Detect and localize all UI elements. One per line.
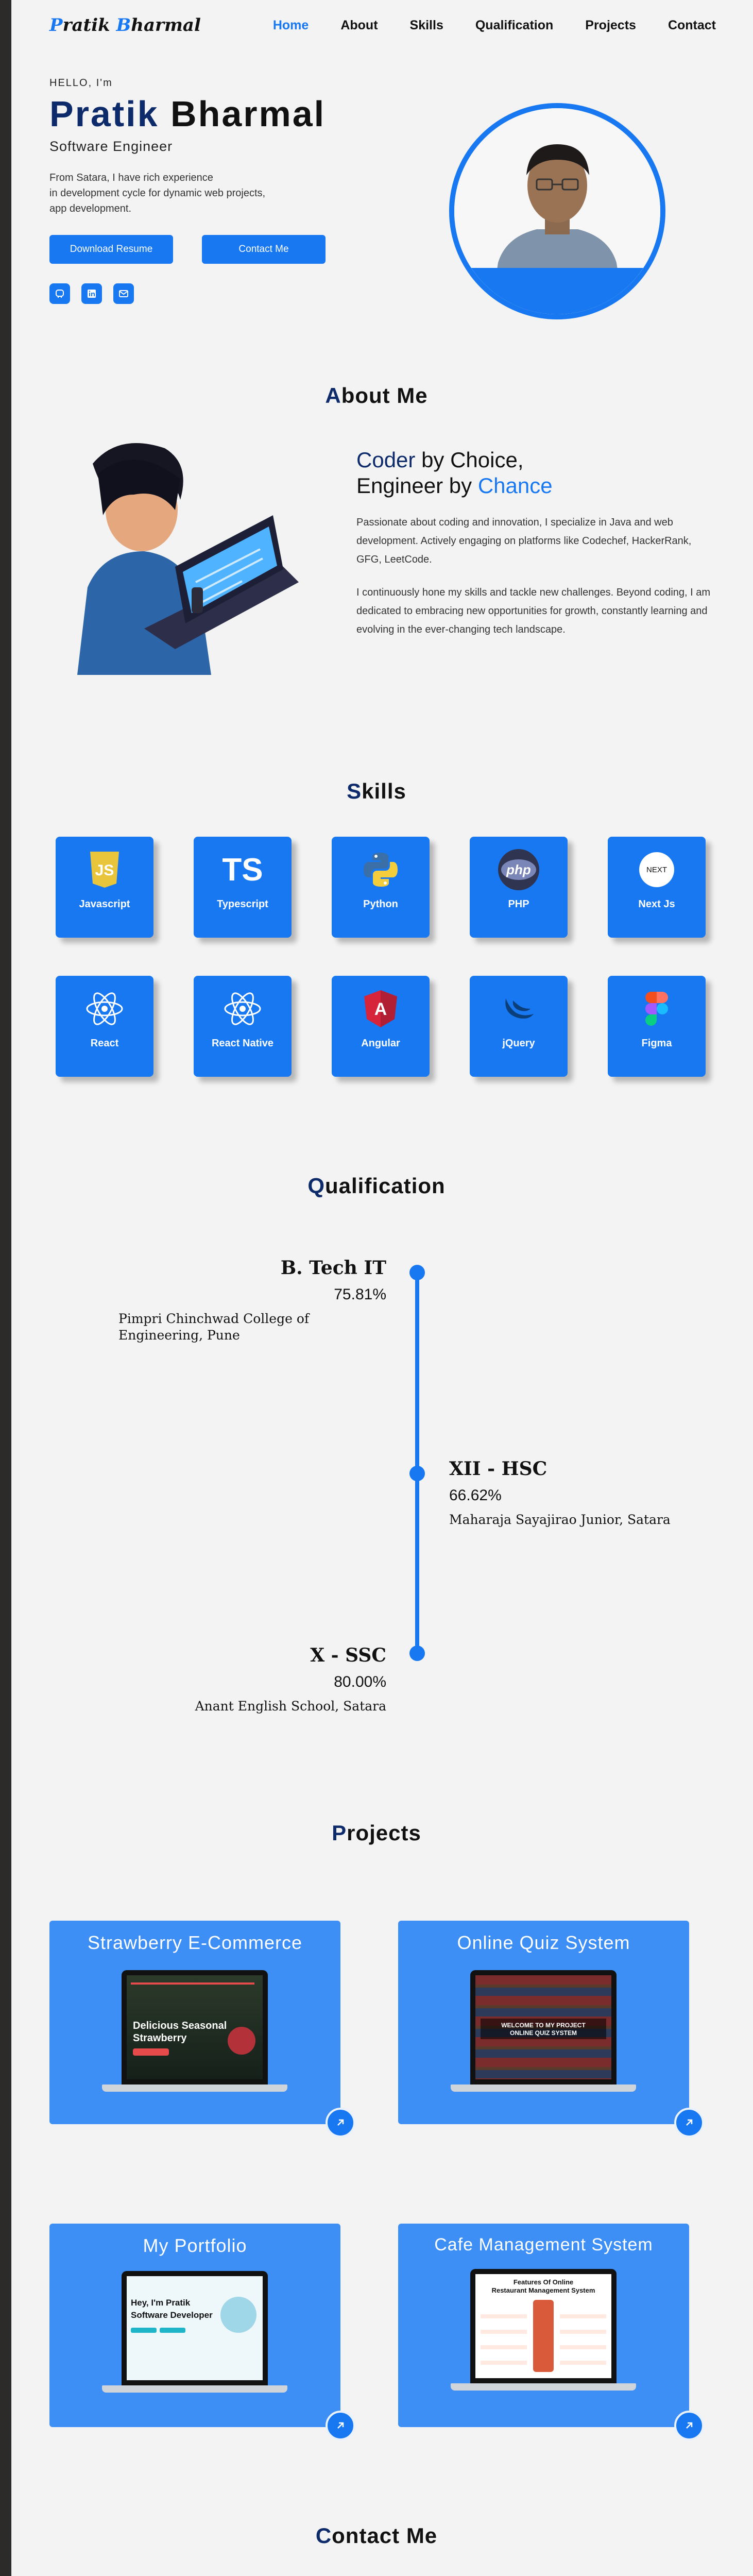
about-title-initial: A: [325, 383, 341, 408]
screen-headline: [481, 2019, 606, 2039]
hero-first-name: Pratik: [49, 94, 159, 134]
arrow-up-right-icon[interactable]: [674, 2411, 704, 2441]
typescript-icon-text: TS: [222, 852, 263, 888]
screen-content: [475, 1975, 611, 2079]
skills-title-initial: S: [347, 779, 362, 803]
photo-accent-band: [454, 268, 660, 314]
linkedin-icon[interactable]: [81, 283, 102, 304]
project-title: Strawberry E-Commerce: [87, 1932, 303, 1953]
skill-card: [56, 837, 153, 938]
hero-intro-line: in development cycle for dynamic web projects,: [49, 188, 266, 199]
hero-intro-line: app development.: [49, 203, 132, 214]
feature-list: [560, 2303, 606, 2365]
nav-home[interactable]: Home: [272, 18, 309, 32]
hero-name: [49, 93, 358, 134]
nextjs-icon-text: NEXT: [646, 866, 668, 874]
github-icon[interactable]: [49, 283, 70, 304]
logo-last-initial: B: [116, 15, 131, 36]
skill-card: [194, 976, 292, 1077]
about-text: [356, 447, 717, 639]
project-title: Cafe Management System: [434, 2235, 653, 2255]
hero-buttons: [49, 235, 358, 264]
qualification-item: [449, 1458, 707, 1528]
laptop-base: [102, 2084, 287, 2092]
hero-socials: [49, 283, 358, 304]
skills-title-rest: kills: [362, 779, 406, 803]
screen-content: [127, 1975, 263, 2079]
php-icon: [497, 848, 540, 891]
nextjs-icon: [635, 848, 678, 891]
screen-content: [475, 2274, 611, 2378]
skill-label: Figma: [641, 1038, 672, 1049]
hero: [49, 77, 358, 304]
laptop-screen: [122, 1970, 268, 2084]
screen-button: [133, 2048, 169, 2056]
nav-qualification[interactable]: Qualification: [475, 18, 554, 32]
screen-headline-line: ONLINE QUIZ SYSTEM: [509, 2029, 577, 2037]
qualification-title: XII - HSC: [449, 1458, 547, 1480]
laptop-mockup: [102, 1970, 287, 2099]
timeline-dot: [409, 1466, 425, 1481]
timeline-line: [415, 1268, 419, 1654]
about-paragraph: Passionate about coding and innovation, I specialize in Java and web development. Actively engaging on platforms like Codechef, HackerRank, GFG, LeetCode.: [356, 517, 692, 565]
skill-card: [194, 837, 292, 938]
about-title-rest: bout Me: [341, 383, 428, 408]
feature-list: [481, 2303, 527, 2365]
screen-headline: [475, 2278, 611, 2295]
skill-label: PHP: [508, 899, 529, 910]
profile-photo: [449, 103, 665, 319]
about-heading-word: by Choice,: [415, 448, 524, 472]
site-logo[interactable]: [49, 15, 201, 36]
screen-headline-line: Restaurant Management System: [491, 2286, 595, 2294]
avatar: [220, 2297, 256, 2333]
arrow-up-right-icon[interactable]: [674, 2108, 704, 2138]
screen-headline-line: Strawberry: [133, 2032, 187, 2044]
about-heading-line: [356, 447, 717, 473]
about-title: [0, 383, 753, 408]
screen-headline-line: Features Of Online: [513, 2278, 574, 2286]
qualification-title: B. Tech IT: [280, 1257, 386, 1279]
top-nav: [49, 12, 716, 38]
skill-card: [608, 837, 706, 938]
skill-card: [332, 837, 430, 938]
qualification-item: [118, 1645, 386, 1715]
logo-last-rest: harmal: [131, 15, 201, 36]
screen-headline-line: Hey, I'm Pratik: [131, 2298, 191, 2308]
nav-skills[interactable]: Skills: [409, 18, 443, 32]
angular-icon-text: A: [374, 999, 387, 1019]
contact-title: [0, 2523, 753, 2548]
screen-headline-line: Delicious Seasonal: [133, 2020, 227, 2031]
about-heading: [356, 447, 717, 499]
skills-title: [0, 779, 753, 804]
skill-card: [56, 976, 153, 1077]
hero-role: Software Engineer: [49, 139, 173, 154]
about-heading-line: [356, 473, 717, 499]
hero-intro: [49, 170, 317, 216]
skill-card: [332, 976, 430, 1077]
nav-about[interactable]: About: [340, 18, 378, 32]
qualification-title-initial: Q: [307, 1174, 325, 1198]
hero-hello: HELLO, I'm: [49, 77, 113, 89]
qualification-score: 66.62%: [449, 1487, 502, 1504]
strawberry-icon: [228, 2027, 255, 2055]
qualification-title: X - SSC: [310, 1645, 386, 1666]
laptop-base: [451, 2084, 636, 2092]
chef-figure: [533, 2300, 554, 2372]
skill-card: [470, 837, 568, 938]
projects-title-rest: rojects: [347, 1821, 421, 1845]
contact-title-initial: C: [315, 2523, 332, 2548]
project-card[interactable]: [398, 1921, 689, 2124]
screen-headline: [133, 2020, 227, 2044]
project-card[interactable]: [398, 2224, 689, 2427]
laptop-mockup: [102, 2271, 287, 2400]
projects-title: [0, 1821, 753, 1845]
react-native-icon: [221, 987, 264, 1030]
arrow-up-right-icon[interactable]: [326, 2108, 355, 2138]
about-paragraph: I continuously hone my skills and tackle new challenges. Beyond coding, I am dedicated to embracing new opportunities for growth, constantly learning and evolving in the ever-changing tech landscape.: [356, 587, 711, 635]
figma-icon: [635, 987, 678, 1030]
laptop-mockup: [451, 2269, 636, 2398]
qualification-title: [0, 1174, 753, 1198]
skill-label: Javascript: [79, 899, 130, 910]
typescript-icon: [221, 848, 264, 891]
qualification-school: Pimpri Chinchwad College of Engineering, Pune: [118, 1311, 310, 1343]
javascript-icon-text: JS: [95, 862, 114, 879]
screen-headline: [131, 2297, 213, 2321]
project-card[interactable]: [49, 2224, 340, 2427]
screen-headline-line: Software Developer: [131, 2310, 213, 2320]
project-title: Online Quiz System: [457, 1932, 630, 1953]
screen-headline-line: WELCOME TO MY PROJECT: [501, 2022, 586, 2029]
qualification-item: [118, 1257, 386, 1344]
skill-card: [608, 976, 706, 1077]
timeline-dot: [409, 1646, 425, 1661]
laptop-mockup: [451, 1970, 636, 2099]
skill-label: Angular: [361, 1038, 400, 1049]
about-heading-word: Chance: [477, 473, 553, 498]
download-resume-button[interactable]: Download Resume: [49, 235, 173, 264]
coder-illustration: [57, 433, 299, 675]
nav-projects[interactable]: Projects: [585, 18, 636, 32]
screen-button: [131, 2328, 157, 2333]
project-title: My Portfolio: [143, 2235, 247, 2256]
qualification-school: Anant English School, Satara: [195, 1699, 386, 1714]
javascript-icon: [83, 848, 126, 891]
nav-contact[interactable]: Contact: [668, 18, 716, 32]
skill-label: Typescript: [217, 899, 268, 910]
skill-label: Next Js: [638, 899, 675, 910]
arrow-up-right-icon[interactable]: [326, 2411, 355, 2441]
qualification-score: 75.81%: [334, 1286, 386, 1303]
qualification-title-rest: ualification: [324, 1174, 446, 1198]
skills-grid: [56, 837, 710, 1077]
laptop-base: [451, 2383, 636, 2391]
logo-first-rest: ratik: [62, 15, 116, 36]
contact-me-button[interactable]: Contact Me: [202, 235, 326, 264]
screen-content: [127, 2276, 263, 2380]
qualification-score: 80.00%: [334, 1673, 386, 1690]
laptop-screen: [470, 2269, 617, 2383]
nav-menu: [273, 18, 716, 33]
about-heading-word: Coder: [356, 448, 416, 472]
jquery-icon: [497, 987, 540, 1030]
skill-label: React: [90, 1038, 119, 1049]
screen-nav: [131, 1982, 254, 1985]
projects-title-initial: P: [332, 1821, 347, 1845]
python-icon: [359, 848, 402, 891]
angular-icon: [359, 987, 402, 1030]
skill-card: [470, 976, 568, 1077]
contact-title-rest: ontact Me: [332, 2523, 438, 2548]
laptop-screen: [122, 2271, 268, 2385]
skill-label: jQuery: [502, 1038, 535, 1049]
qualification-school: Maharaja Sayajirao Junior, Satara: [449, 1512, 671, 1527]
logo-first-initial: P: [49, 15, 63, 36]
hero-last-name: Bharmal: [170, 94, 326, 134]
mail-icon[interactable]: [113, 283, 134, 304]
about-heading-word: by: [443, 473, 478, 498]
php-icon-text: php: [506, 862, 531, 877]
laptop-base: [102, 2385, 287, 2393]
project-card[interactable]: [49, 1921, 340, 2124]
laptop-screen: [470, 1970, 617, 2084]
screen-button: [160, 2328, 185, 2333]
hero-intro-line: From Satara, I have rich experience: [49, 172, 213, 183]
react-icon: [83, 987, 126, 1030]
timeline-dot: [409, 1265, 425, 1280]
skill-label: React Native: [211, 1038, 274, 1049]
skill-label: Python: [363, 899, 398, 910]
about-heading-word: Engineer: [356, 473, 443, 498]
